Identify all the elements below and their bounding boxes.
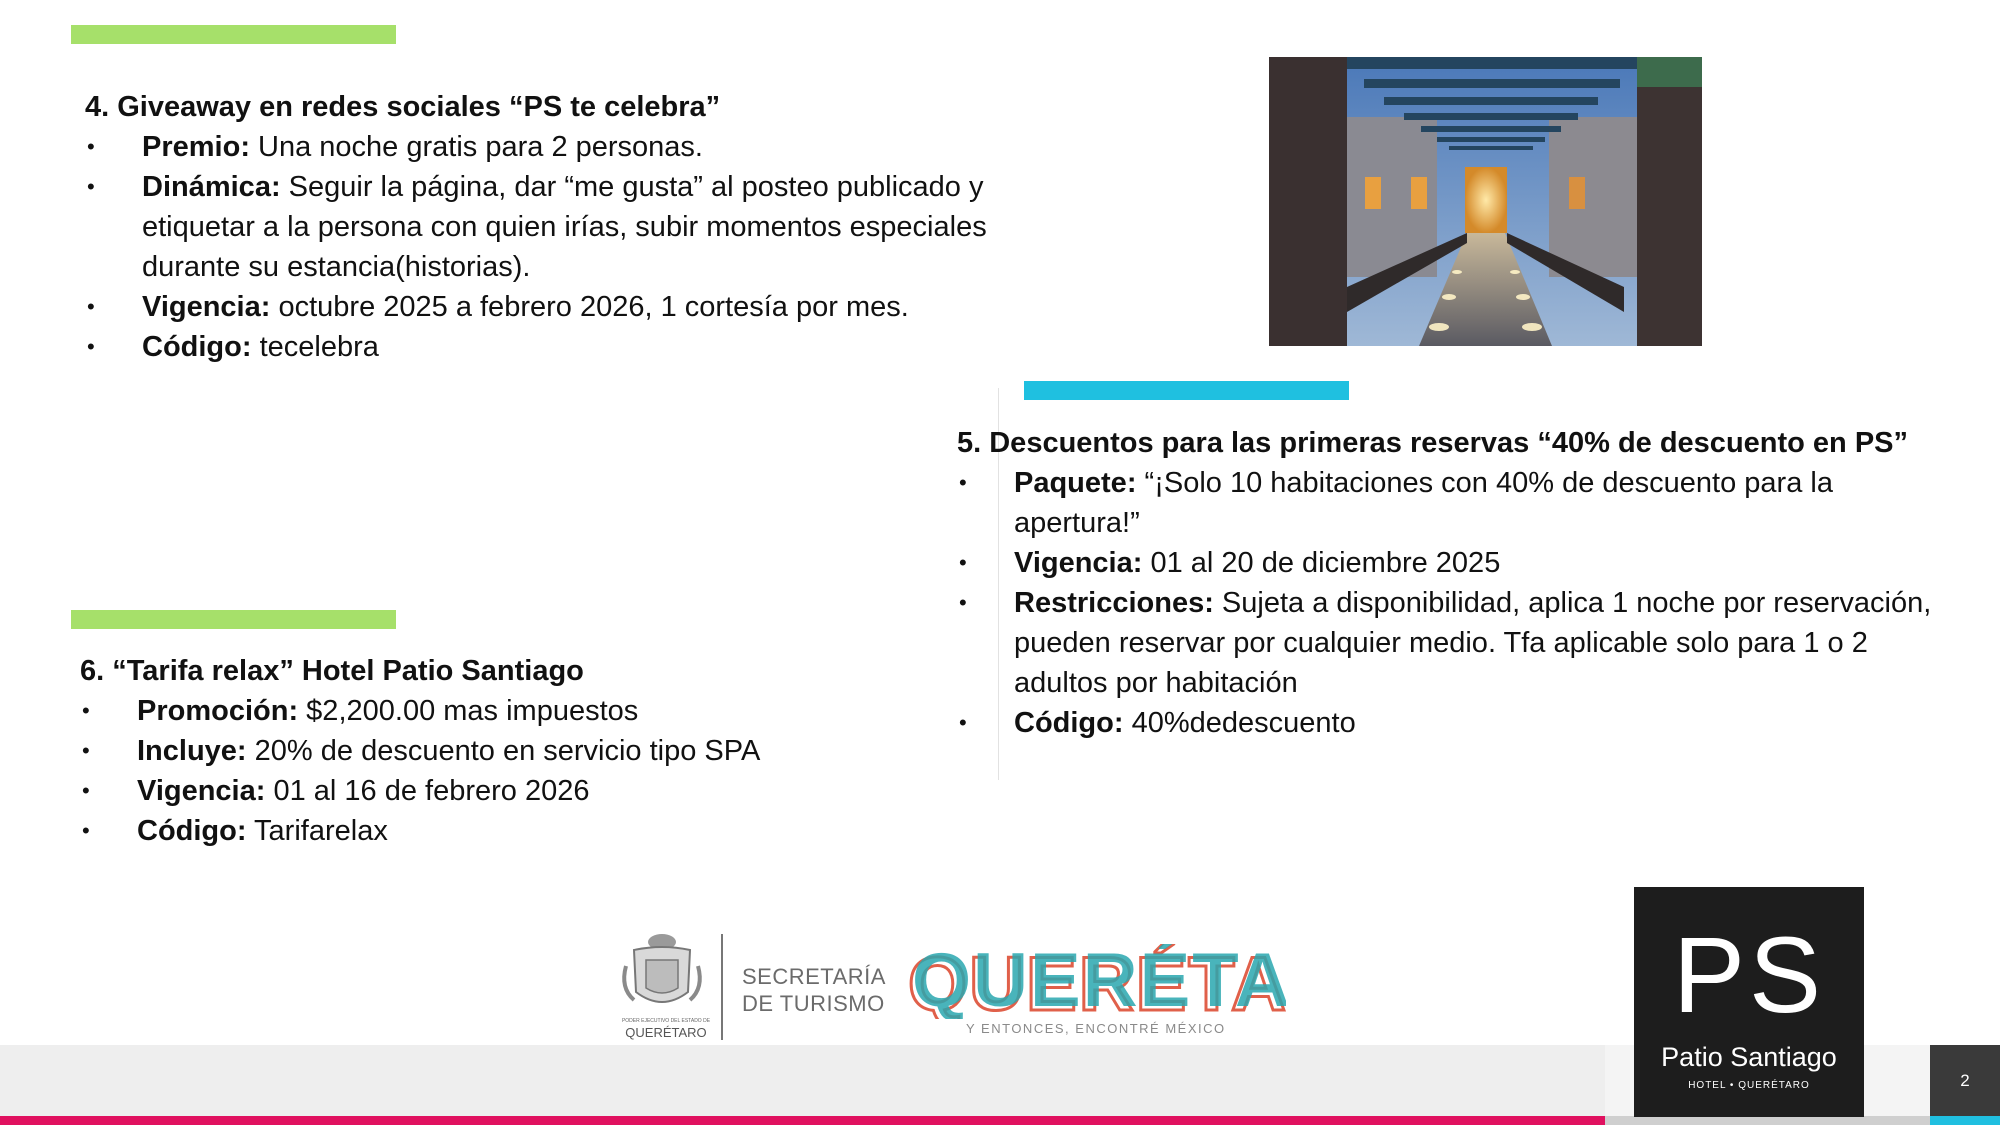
item-text: Sujeta a disponibilidad, aplica 1 noche por reservación, pueden reservar por cualquier medio. Tfa aplicable solo para 1 o 2 adultos por habitación [1014,587,1932,699]
section-5-title: 5. Descuentos para las primeras reservas “40% de descuento en PS” [957,427,1909,459]
bullet-dot: • [87,334,95,359]
item-label: Dinámica: [142,171,281,203]
item-text: “¡Solo 10 habitaciones con 40% de descuento para la apertura!” [1014,467,1833,539]
item-text: Seguir la página, dar “me gusta” al posteo publicado y etiquetar a la persona con quien irías, subir momentos especiales durante su estancia(historias). [142,171,987,283]
item-label: Paquete: [1014,467,1137,499]
section-tarifa-relax [80,651,940,851]
item-text: $2,200.00 mas impuestos [298,695,639,727]
item-label: Código: [1014,707,1124,739]
list-item [957,583,1942,703]
item-text: 01 al 16 de febrero 2026 [265,775,590,807]
page-number: 2 [1930,1045,2000,1116]
queretaro-government-logo [612,930,712,1045]
ps-logo-mark: PS [1672,914,1826,1035]
queretaro-wordmark-graphic [906,944,1286,1019]
list-item [957,703,1942,743]
list-item [80,731,940,771]
gov-caption-small: PODER EJECUTIVO DEL ESTADO DE [621,1018,711,1024]
bullet-dot: • [82,818,90,843]
list-item [80,771,940,811]
accent-bar-green-top [71,25,396,44]
item-label: Vigencia: [1014,547,1143,579]
section-descuentos [957,423,1942,743]
bullet-dot: • [959,550,967,575]
queretaro-tagline: Y ENTONCES, ENCONTRÉ MÉXICO [966,1021,1226,1036]
bullet-dot: • [87,134,95,159]
bullet-dot: • [87,294,95,319]
logo-divider [721,934,723,1040]
item-label: Vigencia: [137,775,266,807]
footer-pink-line [0,1116,1605,1125]
bullet-dot: • [87,174,95,199]
item-label: Premio: [142,131,250,163]
item-text: 20% de descuento en servicio tipo SPA [246,735,761,767]
item-label: Código: [142,331,252,363]
item-text: tecelebra [251,331,379,363]
bullet-dot: • [959,470,967,495]
gov-caption: QUERÉTARO [625,1025,707,1040]
bullet-dot: • [82,698,90,723]
section-6-title: 6. “Tarifa relax” Hotel Patio Santiago [80,655,584,687]
list-item [957,463,1942,543]
section-5-list [957,463,1942,743]
item-label: Vigencia: [142,291,271,323]
section-4-title: 4. Giveaway en redes sociales “PS te celebra” [85,91,721,123]
item-label: Incluye: [137,735,247,767]
secretaria-line1: SECRETARÍA [742,964,886,989]
list-item [957,543,1942,583]
footer-grey-line [1605,1116,1930,1125]
item-text: 01 al 20 de diciembre 2025 [1142,547,1501,579]
secretaria-line2: DE TURISMO [742,991,885,1016]
list-item [85,167,1065,287]
list-item [85,127,1065,167]
section-6-list [80,691,940,851]
bullet-dot: • [959,590,967,615]
item-label: Restricciones: [1014,587,1214,619]
bullet-dot: • [959,710,967,735]
list-item [85,287,1065,327]
accent-bar-green-bottom [71,610,396,629]
item-text: Una noche gratis para 2 personas. [249,131,703,163]
section-giveaway [85,87,1065,367]
list-item [80,691,940,731]
ps-logo-sub: HOTEL • QUERÉTARO [1688,1080,1810,1091]
item-text: Tarifarelax [246,815,388,847]
wordmark-fill: QUERÉTA [912,944,1286,1019]
footer-cyan-line [1930,1116,2000,1125]
patio-santiago-logo [1634,887,1864,1117]
list-item [80,811,940,851]
bullet-dot: • [82,738,90,763]
secretaria-de-turismo [742,963,886,1017]
item-text: octubre 2025 a febrero 2026, 1 cortesía por mes. [270,291,909,323]
queretaro-wordmark [906,944,1286,1024]
wordmark-outline: QUERÉTA [908,944,1286,1019]
list-item [85,327,1065,367]
ps-logo-name: Patio Santiago [1661,1042,1837,1072]
item-label: Promoción: [137,695,299,727]
bullet-dot: • [82,778,90,803]
hotel-corridor-photo [1269,57,1702,346]
footer-band [0,1045,1605,1117]
section-4-list [85,127,1065,367]
accent-bar-cyan [1024,381,1349,400]
item-label: Código: [137,815,247,847]
item-text: 40%dedescuento [1123,707,1356,739]
